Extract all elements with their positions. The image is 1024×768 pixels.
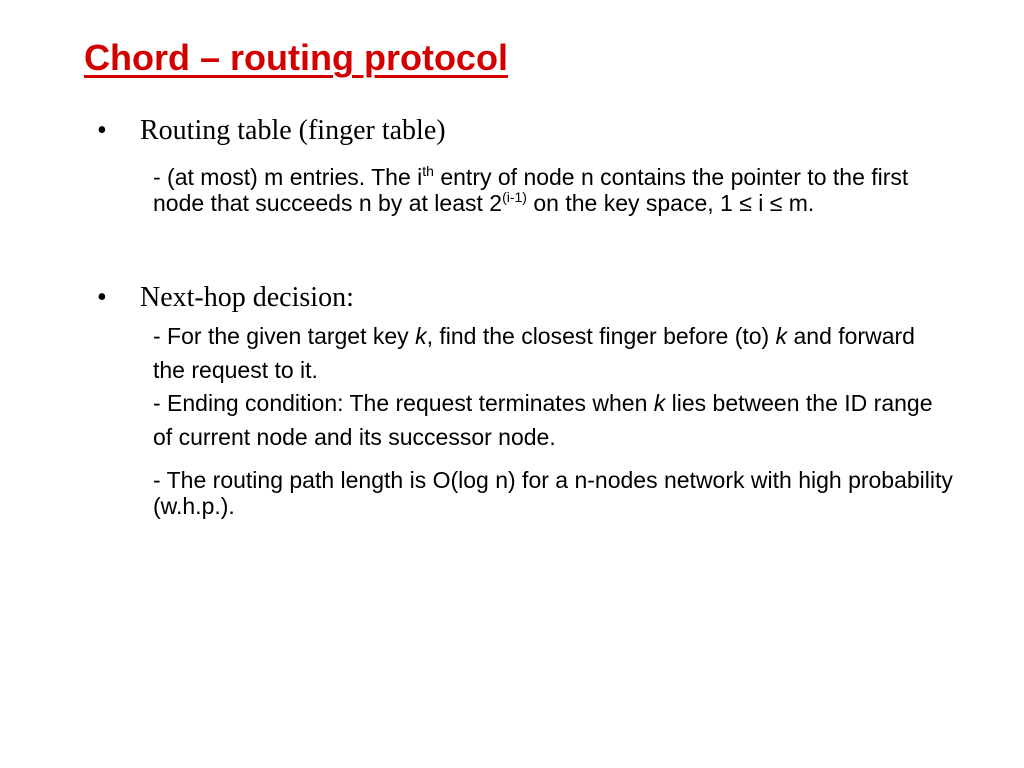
bullet-heading-routing-table: Routing table (finger table) bbox=[140, 115, 446, 146]
superscript-th: th bbox=[422, 163, 434, 179]
text-run: entry of node n contains the pointer to the first node that succeeds n by at least 2 bbox=[153, 164, 909, 216]
bullet-marker: • bbox=[97, 115, 107, 146]
superscript-exponent: (i-1) bbox=[502, 189, 527, 205]
next-hop-step bbox=[153, 319, 953, 387]
ending-condition bbox=[153, 386, 953, 454]
slide-title: Chord – routing protocol bbox=[84, 37, 508, 78]
finger-table-description bbox=[153, 164, 953, 216]
key-variable: k bbox=[415, 323, 427, 349]
text-run: - For the given target key bbox=[153, 323, 416, 349]
text-run: - Ending condition: The request terminates when bbox=[153, 390, 654, 416]
text-run: lies between the ID range of current node and its successor node. bbox=[153, 390, 933, 450]
text-run: on the key space, 1 ≤ i ≤ m. bbox=[526, 190, 815, 216]
text-run: and forward the request to it. bbox=[153, 323, 915, 383]
text-run: , find the closest finger before (to) bbox=[426, 323, 776, 349]
routing-path-length bbox=[153, 467, 953, 519]
key-variable: k bbox=[775, 323, 788, 349]
bullet-heading-next-hop: Next-hop decision: bbox=[140, 282, 354, 313]
bullet-marker: • bbox=[97, 282, 107, 313]
text-run: - (at most) m entries. The i bbox=[153, 164, 423, 190]
text-run: - The routing path length is O(log n) for a n-nodes network with high probability (w.h.p.). bbox=[153, 467, 953, 519]
key-variable: k bbox=[653, 390, 666, 416]
